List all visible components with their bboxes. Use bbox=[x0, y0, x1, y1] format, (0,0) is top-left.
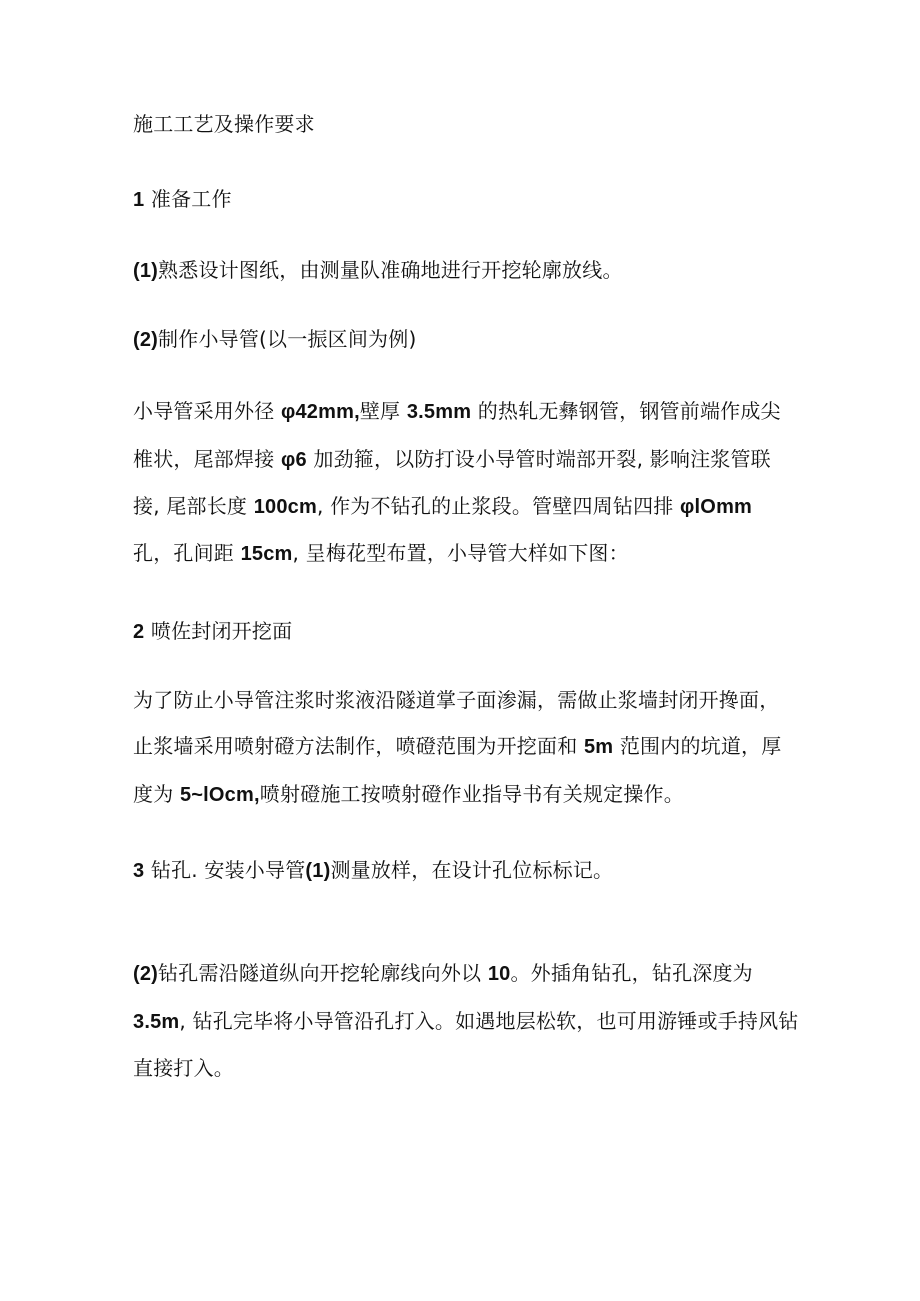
paragraph-line: 直接打入。 bbox=[133, 1056, 234, 1080]
section-2-heading: 2 喷佐封闭开挖面 bbox=[133, 619, 293, 643]
paragraph-line: 椎状，尾部焊接 φ6 加劲箍，以防打设小导管时端部开裂, 影响注浆管联 bbox=[133, 447, 771, 471]
section-1-heading: 1 准备工作 bbox=[133, 187, 232, 211]
paragraph-line: 为了防止小导管注浆时浆液沿隧道掌子面渗漏，需做止浆墙封闭开搀面， bbox=[133, 688, 780, 712]
paragraph-line: 接, 尾部长度 100cm, 作为不钻孔的止浆段。管壁四周钻四排 φlOmm bbox=[133, 494, 753, 518]
document-title: 施工工艺及操作要求 bbox=[133, 112, 315, 136]
section-3-item-2: (2)钻孔需沿隧道纵向开挖轮廓线向外以 10。外插角钻孔，钻孔深度为 bbox=[133, 961, 753, 985]
paragraph-line: 孔，孔间距 15cm, 呈梅花型布置，小导管大样如下图： bbox=[133, 541, 629, 565]
section-1-item-1: (1)熟悉设计图纸，由测量队准确地进行开挖轮廓放线。 bbox=[133, 258, 623, 282]
paragraph-line: 小导管采用外径 φ42mm,壁厚 3.5mm 的热轧无彝钢管，钢管前端作成尖 bbox=[133, 399, 781, 423]
section-3-heading: 3 钻孔. 安装小导管(1)测量放样，在设计孔位标标记。 bbox=[133, 858, 614, 882]
paragraph-line: 度为 5~lOcm,喷射磴施工按喷射磴作业指导书有关规定操作。 bbox=[133, 782, 684, 806]
paragraph-line: 止浆墙采用喷射磴方法制作，喷磴范围为开挖面和 5m 范围内的坑道，厚 bbox=[133, 734, 782, 758]
section-1-item-2: (2)制作小导管(以一振区间为例) bbox=[133, 327, 417, 351]
paragraph-line: 3.5m, 钻孔完毕将小导管沿孔打入。如遇地层松软，也可用游锤或手持风钻 bbox=[133, 1009, 799, 1033]
